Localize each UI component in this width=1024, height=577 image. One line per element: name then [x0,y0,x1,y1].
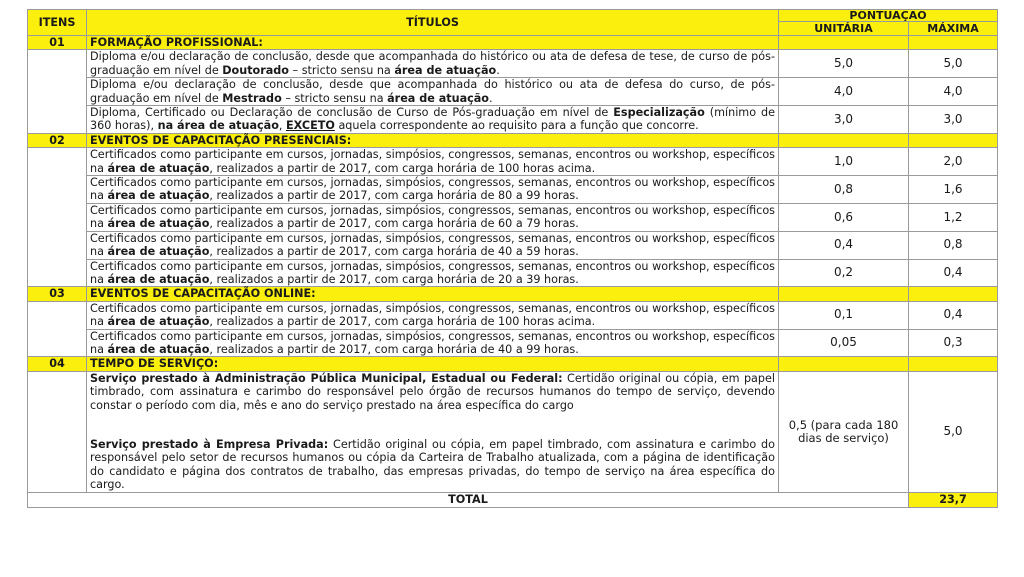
table-row [28,371,998,492]
row-description: Certificados como participante em cursos, jornadas, simpósios, congressos, semanas, encontros ou workshop, específicos na área de atuação, realizados a partir de 2017, com carga horária de 40 a 99 horas. [87,329,779,357]
max-score: 0,3 [909,329,998,357]
row-description: Certificados como participante em cursos, jornadas, simpósios, congressos, semanas, encontros ou workshop, específicos na área de atuação, realizados a partir de 2017, com carga horária de 80 a 99 horas. [87,176,779,204]
section-number: 01 [28,36,87,50]
header-unitaria: UNITÁRIA [779,22,909,36]
section-row [28,357,998,371]
total-label: TOTAL [28,492,909,507]
unit-score: 0,5 (para cada 180 dias de serviço) [779,371,909,492]
row-description: Diploma e/ou declaração de conclusão, desde que acompanhada do histórico ou ata de defesa de tese, de curso de pós-graduação em nível de Doutorado – stricto sensu na área de atuação. [87,50,779,78]
section-number: 03 [28,287,87,301]
unit-score: 5,0 [779,50,909,78]
score-table [27,9,998,508]
unit-score: 0,1 [779,301,909,329]
table-row [28,148,998,176]
unit-score: 4,0 [779,78,909,106]
row-description: Certificados como participante em cursos, jornadas, simpósios, congressos, semanas, encontros ou workshop, específicos na área de atuação, realizados a partir de 2017, com carga horária de 100 horas acima. [87,301,779,329]
section-number: 04 [28,357,87,371]
header-pontuacao: PONTUAÇAO [779,10,998,22]
max-score: 0,8 [909,231,998,259]
score-table-container [27,9,997,508]
max-score: 1,6 [909,176,998,204]
max-score: 5,0 [909,50,998,78]
total-value: 23,7 [909,492,998,507]
row-description: Certificados como participante em cursos, jornadas, simpósios, congressos, semanas, encontros ou workshop, específicos na área de atuação, realizados a partir de 2017, com carga horária de 20 a 39 horas. [87,259,779,287]
table-row [28,329,998,357]
unit-score: 0,8 [779,176,909,204]
table-row [28,50,998,78]
max-score: 0,4 [909,259,998,287]
table-row [28,259,998,287]
unit-score: 0,6 [779,203,909,231]
header-titulos: TÍTULOS [87,10,779,36]
section-title: EVENTOS DE CAPACITAÇÃO ONLINE: [87,287,779,301]
section-title: TEMPO DE SERVIÇO: [87,357,779,371]
header-itens: ITENS [28,10,87,36]
table-row [28,301,998,329]
unit-score: 0,2 [779,259,909,287]
row-description: Certificados como participante em cursos, jornadas, simpósios, congressos, semanas, encontros ou workshop, específicos na área de atuação, realizados a partir de 2017, com carga horária de 100 horas acima. [87,148,779,176]
unit-score: 0,4 [779,231,909,259]
service-description: Serviço prestado à Administração Pública Municipal, Estadual ou Federal: Certidão original ou cópia, em papel timbrado, com assinatura e carimbo do responsável pelo órgão de recursos humanos do tempo de serviço, devendo constar o período com dia, mês e ano do serviço prestado na área específica do cargo Serviço prestado à Empresa Privada: Certidão original ou cópia, em papel timbrado, com assinatura e carimbo do responsável pelo setor de recursos humanos ou cópia da Carteira de Trabalho atualizada, com a página de identificação do candidato e página dos contratos de trabalho, das empresas privadas, do tempo de serviço na área específica do cargo. [87,371,779,492]
max-score: 2,0 [909,148,998,176]
row-description: Certificados como participante em cursos, jornadas, simpósios, congressos, semanas, encontros ou workshop, específicos na área de atuação, realizados a partir de 2017, com carga horária de 40 a 59 horas. [87,231,779,259]
table-row [28,106,998,134]
max-score: 4,0 [909,78,998,106]
header-maxima: MÁXIMA [909,22,998,36]
unit-score: 0,05 [779,329,909,357]
section-title: FORMAÇÃO PROFISSIONAL: [87,36,779,50]
section-row [28,133,998,147]
row-description: Certificados como participante em cursos, jornadas, simpósios, congressos, semanas, encontros ou workshop, específicos na área de atuação, realizados a partir de 2017, com carga horária de 60 a 79 horas. [87,203,779,231]
unit-score: 3,0 [779,106,909,134]
table-row [28,176,998,204]
table-row [28,203,998,231]
table-row [28,231,998,259]
table-row [28,78,998,106]
unit-score: 1,0 [779,148,909,176]
section-row [28,287,998,301]
max-score: 3,0 [909,106,998,134]
max-score: 1,2 [909,203,998,231]
max-score: 0,4 [909,301,998,329]
section-title: EVENTOS DE CAPACITAÇÃO PRESENCIAIS: [87,133,779,147]
total-row [28,492,998,507]
row-description: Diploma, Certificado ou Declaração de conclusão de Curso de Pós-graduação em nível de Especialização (mínimo de 360 horas), na área de atuação, EXCETO aquela correspondente ao requisito para a função que concorre. [87,106,779,134]
row-description: Diploma e/ou declaração de conclusão, desde que acompanhada do histórico ou ata de defesa do curso, de pós-graduação em nível de Mestrado – stricto sensu na área de atuação. [87,78,779,106]
max-score: 5,0 [909,371,998,492]
section-row [28,36,998,50]
section-number: 02 [28,133,87,147]
